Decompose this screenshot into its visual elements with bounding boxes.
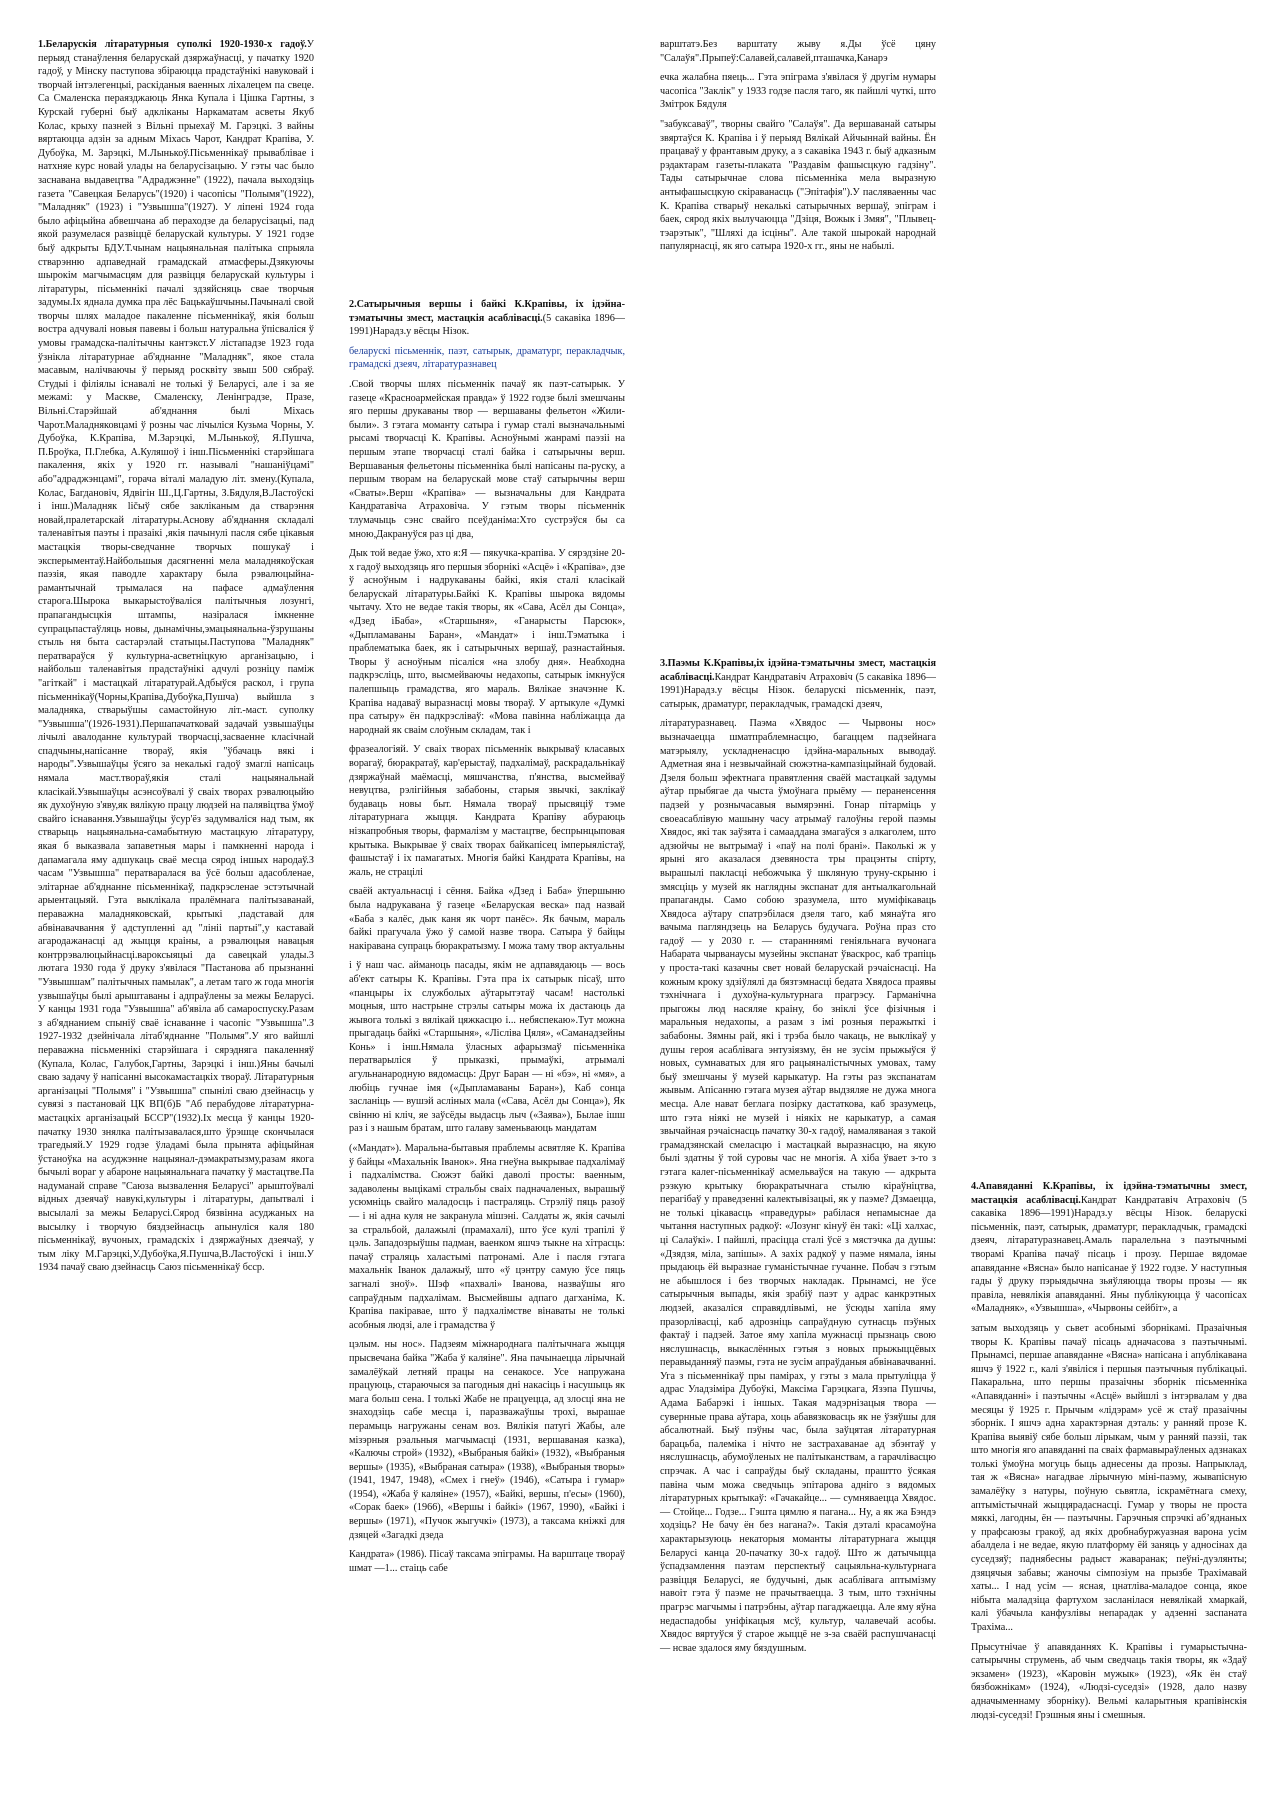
- section-2-heading: 2.Сатырычныя вершы і байкі К.Крапівы, іх ідэйна-тэматычны змест, мастацкія асаблівасці.: [349, 299, 625, 324]
- section-2-paragraph-6: («Мандат»). Маральна-бытавыя праблемы асвятляе К. Крапіва ў байцы «Махальнік Іванок». Яна гнеўна выкрывае падхалімаў і падхалімства. Сюжэт байкі даволі просты: ваенным, задаволены выцікамі стральбы сваіх падначаленых, вырашыў усюмніць свайго маладосць і пастраляць. Стрэліў пяць разоў — і ні адна куля не закранула мішэні. Салдаты ж, якія сачылі за стральбой, далажылі (прамахалі), што ўсе кулі трапілі ў цэль. Западозрыўшы падман, ваенком яшчэ тыкне на хітрасць: пачаў страляць халастымі патронамі. Але і пасля гэтага махальнік Іванок далажыў, што «ў цэнтру самую ўсе пяць загналі зноў». Шэф «пахвалі» Іванова, назваўшы яго сапраўдным падхалімам. Высмейвшы адпаго дагханіма, К. Крапіва пакіравае, што ў падхалімстве вінаваты не толькі асобныя людзі, але і грамадства ў: [349, 1143, 625, 1331]
- section-1-paragraph: [38, 38, 314, 1275]
- section-2-link-line[interactable]: беларускі пісьменнік, паэт, сатырык, драматург, перакладчык, грамадскі дзеяч, літаратуразнавец: [349, 345, 625, 371]
- section-3-heading-tail: Кандрат Кандратавіч Атраховіч (5 сакавіка 1896—1991)Нарадз.у вёсцы Нізок. беларускі пісьменнік, паэт, сатырык, драматург, перакладчык, грамадскі дзеяч,: [660, 671, 936, 710]
- column-4: [971, 1180, 1247, 1722]
- column-3-top: [660, 38, 936, 254]
- section-1-text: У перыяд станаўлення беларускай дзяржаўнасці, у пачатку 1920 гадоў, у Мінску паступова збіраюцца прадстаўнікі навуковай і творчай інтэлегенцыі, раскіданыя ваенных ліхалецем па свеце. Са Смаленска пераязджаюць Янка Купала і Цішка Гартны, з Курскай губерні быў адкліканы Наркаматам асветы Якуб Колас, крыху пазней з Вільні прыехаў М. Гарэцкі. З вайны вяртаюцца адзін за адным Міхась Чарот, Кандрат Крапіва, У. Дубоўка, М. Зарэцкі, М.Лынькоў.Пісьменнікаў прываблівае і натхняе курс новай улады на беларусізацыю. У гэты час было заснавана выдавецтва "Адраджэнне" (1922), пачала выходзіць газета "Савецкая Беларусь"(1920) і часопісы "Полымя"(1922), "Маладняк" (1923) і "Узвышша"(1927). У ліпені 1924 года было афіцыйна абвешчана аб пераходзе да беларусізацыі, пад якой разумелася развіццё беларускай культуры. У 1921 годзе быў адкрыты БДУ.Т.чынам нацыянальная палітыка спрыяла стварэнню адпаведнай грамадскай атмасферы.Дзякуючы шырокім магчымасцям для развіцця беларускай культуры і літаратуры, пісьменнікі пачалі здзяйсняць свае творчыя задумы.Іх яднала думка пра лёс Бацькаўшчыны.Пачыналі свой творчы шлях маладое пакаленне пісьменнікаў, якія больш востра адчувалі новыя павевы і больш натуральна ўпісваліся ў умовы грамадска-палітычны кантэкст.У лістападзе 1923 года ўзнікла літаратурнае аб'яднанне "Маладняк", якое стала масавым, налічваючы ў перыяд росквіту звыш 500 сябраў. Студыі і філіялы існавалі не толькі ў Беларусі, але і за яе межамі: у Маскве, Смаленску, Ленінградзе, Празе, Вільні.Старэйшай аб'яднання былі Міхась Чарот.Маладняковцамі ў розны час лічыліся Кузьма Чорны, У. Дубоўка, К.Крапіва, М.Зарэцкі, М.Лынькоў, Я.Пушча, П.Броўка, П.Глебка, А.Куляшоў і інш.Пісьменнікі старэйшага пакалення, якіх у 1920 гг. называлі "нашаніўцамі" або"адраджэнцамі", горача віталі маладую літ. змену.(Купала, Колас, Багдановіч, Ядвігін Ш.,Ц.Гартны, З.Бядуля,В.Ластоўскі і інш.)Маладняк ličыў сябе закліканым да стварэння новай,пралетарскай літаратуры.Аснову аб'яднання складалі таленавітыя паэты і празаікі ,якія пачынулі пасля сябе цікавыя мастацкія творы-сведчанне творчых пошукаў і эксперыментаў.Найбольшыя дасягненні мела маладнякоўская паэзія, якая паводле характару была рэвалюцыйна-рамантычнай трымалася на пафасе адмаўлення старога.Шырока выкарыстоўваліся палітычныя лозунгі, прапагандысцкія штампы, назіралася імкненне супрацьпастаўляць новы, дынамічны,эмацыянальна-ўзрушаны стыль ня быта састарэлай статыцы.Паступова "Маладняк" ператвараўся ў культурна-асветніцкую арганізацыю, і найбольш таленавітыя прадстаўнікі адчулі розніцу паміж "агіткай" і мастацкай літаратурай.Адбыўся раскол, і група пісьменнікаў(Чорны,Крапіва,Дубоўка,Пушча) выйшла з маладняка, стварыўшы самастойную літ.-маст. суполку "Узвышша"(1926-1931).Першапачатковай задачай узвышаўцы лічылі авалоданне культурай творчасці,засваенне класічнай спадчыны,напісанне твораў, якія "ўбачаць вякі і народы".Узвышаўцы ўсяго за некалькі гадоў змаглі напісаць нямала маст.твораў,якія сталі нацыянальнай класікай.Узвышаўцы асэнсоўвалі ў сваіх творах рэвалюцыйю як духоўную з'яву,як вялікую працу людзей на палявіцтва ўмоў свайго існавання.Узвышаўцы ўсур'ёз задумваліся над тым, як стварыць нацыянальна-самабытную мастацкую літаратуру, якая б выказвала запаветныя мары і памкненні народа і дапамагала яму адшукаць сваё месца сярод іншых народаў.З часам "Узвышша" ператваралася ва ўсё больш адасобленае, элітарнае аб'яднанне пісьменнікаў, падкрэсленае эстэтычнай арыентацыяй. Гэта выклікала пралёмнага палітызаванай, пераважна маладняковскай, крытыкі ,падставай для абвінавачвання ў адступленні ад "лініі партыі",у каставай агародажанасці ад жыцця краіны, а рэвалюцыя навацыя контррэвалюцыйнасці.вароксыяцыі да савецкай улады.3 лютага 1930 года ў друку з'явілася "Пастанова аб прызнанні "Узвышшам" палітычных памылак", а летам таго ж года многія узвышаўцы былі арыштаваны і адпраўлены за межы Беларусі. У канцы 1931 года "Узвышша" аб'явіла аб самароспуску.Разам з аб'яднанием спыніў сваё існаванне і часопіс "Узвышша".З 1927-1932 дзейнічала літаб'яднанне "Полымя".У яго вайшлі пераважна пісьменнікі старэйшага і сярэдняга пакаленняў (Купала, Колас, Галубок,Гартны, Зарэцкі і інш.)Яны бачылі сваю задачу ў напісанні высокамастацкіх твораў. Літаратурныя арганізацыі "Полымя" і "Узвышша" спынілі сваю дзейнасць у сувязі з пастановай ЦК ВП(б)Б "Аб перабудове літаратурна-мастацкіх арганізацый БССР"(1932).Іх месца ў канцы 1920-пачатку 1930 знялка палітызавалася,што ўрэшце скончылася трагедыяй.У 1929 годзе ўладамі была прынята афіцыйная ўстаноўка на асуджэнне нацыянал-дэмакратызму,разам якога бычылі вораг у абароне нацыянальнага пачатку ў мастацтве.Па надуманай справе "Саюза вызвалення Беларусі" арыштоўвалі відных дзеячаў навукі,культуры і літаратуры, дапытвалі і высылалі за межы Беларусі.Сярод бязвінна асуджаных на высылку і творчую бяздзейнасць апынуліся каля 180 пісьменнікаў, вучоных, грамадскіх і дзяржаўных дзеячаў, у тым ліку М.Гарэцкі,У.Дубоўка,Я.Пушча,В.Ластоўскі і інш.У 1934 пачаў сваю дзейнасць Саюз пісьменнікаў бсср.: [38, 39, 314, 1274]
- section-3-heading: 3.Паэмы К.Крапівы,іх ідэйна-тэматычны змест, мастацкія асаблівасці.: [660, 658, 936, 683]
- section-4-paragraph-1: затым выходзяць у сьвет асобнымі зборнікамі. Празаічныя творы К. Крапівы пачаў пісаць адначасова з паэтычнымі. Прынамсі, першае апавяданне «Вясна» напісана і апублікавана яшчэ ў 1922 г., калі з'явіліся і першыя паэтычныя публікацыі. Пакаральна, што першы празаічны зборнік пісьменніка «Апавяданні» і паэтычны «Асцё» выйшлі з інтэрвалам у два месяцы ў 1925 г. Прычым «лідэрам» усё ж стаў празаічны зборнік. І яшчэ адна характэрная дэталь: у ранняй прозе К. Крапіва выявіў сябе больш лірыкам, чым у ранняй паэзіі, так што многія яго апавяданні па сваіх фармавыраўленых адзнаках толькі ўмоўна могуць быць аднесены да прозы. Напрыклад, тая ж «Вясна» нагадвае лірычную міні-паэму, жывапісную замалёўку з натуры, поўную сьвятла, іскрамётнага смеху, аптымістычнай жыццярадаснасці. Гумар у творы не проста мяккі, лагодны, ён — паэтычны. Гарэчныя спрэчкі абʼяднаных у прафсаюзы гракоў, ад якіх дробнабуржуазная варона усім абалдела і не ведае, якую платформу ёй заняць у адносінах да суседзяў; паднябесны радыст жаваранак; пеўні-дуэлянты; дзяцячыя забавы; жаночы сімпозіум на прызбе Трахімавай хаты... І над усім — ясная, цнатліва-маладое сонца, якое нібыта маладзіца фартухом засланілася невялікай хмаркай, калі ўбачыла канфузлівы непарадак у адзенні заспаната Трахіма...: [971, 1322, 1247, 1633]
- section-2-heading-tail: (5 сакавіка 1896—1991)Нарадз.у вёсцы Нізок.: [349, 312, 625, 338]
- column-3-bottom: [660, 657, 936, 1655]
- section-4-paragraph-2: Прысутнічае ў апавяданнях К. Крапівы і гумарыстычна-сатырычны струмень, аб чым сведчаць такія творы, як «Здаў экзамен» (1923), «Каровін мужык» (1923), «Як ён стаў бязбожнікам» (1924), «Людзі-суседзі» (1928, дало назву адначыменнаму зборніку). Вельмі каларытныя крапівінскія людзі-суседзі! Грэшныя яны і смешныя.: [971, 1641, 1247, 1721]
- section-2-paragraph-7: цэлым. ны нос». Падзеям міжнароднага палітычнага жыцця прысвечана байка "Жаба ў каляіне". Яна пачынаецца лірычнай замалёўкай летняй працы на сенакосе. Усе напружана працуюць, стараючыся за пагодныя дні накасіць і насушыць як мага больш сена. І толькі Жабе не працуецца, ад злосці яна не знаходзіць сабе месца і, паразважаўшы трохі, вырашае перамыць нагружаны сенам воз. Вялікія патугі Жабы, але мізэрныя рэальныя магчымасці (1931, вершаваная казка), «Калючы строй» (1932), «Выбраныя байкі» (1932), «Выбраныя вершы» (1935), «Выбраная сатыра» (1938), «Выбраныя творы» (1941, 1947, 1948), «Смех і гнеў» (1946), «Сатыра і гумар» (1954), «Жаба ў каляіне» (1957), «Байкі, вершы, п'есы» (1960), «Сорак баек» (1966), «Вершы і байкі» (1967, 1990), «Байкі і вершы» (1971), «Пучок жыгучкі» (1973), а таксама кніжкі для дзяцей «Загадкі дзеда: [349, 1339, 625, 1541]
- section-4-heading-paragraph: [971, 1180, 1247, 1316]
- section-4-heading: 4.Апавяданні К.Крапівы, іх ідэйна-тэматычны змест, мастацкія асаблівасці.: [971, 1181, 1247, 1206]
- section-2-cont-paragraph-1: варштатэ.Без варштату жыву я.Ды ўсё цяну "Салаўя".Прыпеў:Салавей,салавей,пташачка,Канарэ: [660, 39, 936, 64]
- section-3-paragraph-1: літаратуразнавец. Паэма «Хвядос — Чырвоны нос» вызначаецца шматпраблемнасцю, багаццем падзейнага матэрыялу, ускладненасцю ідэйна-маральных выводаў. Адметная яна і незвычайнай сюжэтна-кампазіцыйнай будовай. Дзеля больш эфектнага правятлення сваёй мастацкай задумы аўтар прыбягае да чыста ўмоўнага прыёму — пераненсення падзей у рознычасавыя вымярэнні. Гонар пітарміць у своеасаблівую машыну часу атрымаў галоўны герой паэмы Хвядос, які так заўзята і самааддана змагаўся з алкаголем, што адзюйчы не вытрымаў і «паў на полі бранi». Паколькі ж у ярыні яго аказалася дзевяноста тры працэнты спірту, вырашылі пакласці небожчыка ў шкляную труну-скрыню і змясціць у музей як наглядны экспанат для антыалкагольнай прапаганды. Само собою зразумела, што муміфікаваць Хвядоса аўтару спатрэбілася дзеля таго, каб мянаўта яго вачыма пагляндзець на Беларусь будучага. Роўна праз сто гадоў — у 2030 г. — старанннямі генiяльнага вучонага Набарата чырванаусы музейны экспанат ўваскрос, каб трапіць у проста-такі казачны свет новай беларускай рэчаіснасці. На кожным кроку здзіўлялі да бязтэмнасці бедата Хвядоса праявы тэхнічнага і духоўна-культурнага прагрэсу. Гарманічна прыгожы люд насяляе краіну, бо зніклі ўсе фізічныя і маральныя недахопы, а разам з імі розныя перажыткі і забабоны. Зямны рай, які і трэба было чакаць, не выклікаў у душы героя асаблівага энтузіязму, ён не зусім прыжыўся ў новых, сумнаватых для яго рацыяналістычных умовах, таму быў змешчаны ў музей карыкатур. На гэты раз экспанатам жывым. Апісанню гэтага музея аўтар выдзяляе не дужа многа месца. Але нават беглага позірку дастаткова, каб зразумець, што гэта ніякі не музей і нiякiх не карыкатур, а самая звычайная рэчаіснасць пачатку 30-х гадоў, намаляваная з такой грамадзянскай смеласцю і мастацкай выразнасцю, на якую былі здатны ў той суровы час не многія. А хіба ўвает з-то з гэтага калег-пісьменнікаў асмельваўся на такую — адкрыта рэзкую крытыку бюракратычнага стылю кіраўніцтва, перагібаў у праведзенні калектывізацыі, як у паэме? Дзмаецца, не толькі цікавасць «праведуры» рабілася непамыснае да чытання наступных радкоў: «Лозунг кінуў ён такі: «Ці халхас, ці Салаўкі». І пайшлі, прасіцца сталі ўсё з мястэчка да душы: «Дзядзя, міла, запішы». А захіх радкоў у паэме нямала, іяны прыдаюць ёй выразнае гуманістычнае гучанне. Побач з гэтым не абышлося і без творчых накладак. Прынамсі, не ўсе сатырычныя выпады, якія зрабіў паэт у адрас канкрэтных людзей, аказаліся справядлівымі, не ўсюды хапіла яму празорлівасці, каб адрозніць сапраўдную сутнасць пэўных фактаў і падзей. Затое яму хапіла мужнасці прызнаць свою няслушнасць, выкаслённых гэтыя з новых прыжыццёвых перавыданняў паэмы, гэта не зусім апраўданыя абвінавачванні. Уга з пісьменнікаў пры памірах, у гэты з мала прытуліцца ў адрас Уладзіміра Дубоўкі, Максіма Гарэцкага, Язэпа Пушчы, Адама Бабарэкі і іншых. Такая мадэрнізацыя твора — сувернные права аўтара, хоць абавязковасць як не ўзяўшы для абсалютнай. Быў пэўны час, была заўцятая літаратурная барацьба, палеміка і нічто не застрахаванае ад збэнтаў у няслушнасць, абумоўленых не палітыканствам, а гарачлівасцю спрэчак. А час і сапраўды быў складаны, праштто ўсякая павіна чым можа сведчыць эпітарова адніго з вядомых літаратурных крытыкаў: «Гачакайце... — сумняваецца Хвядос. — Стойце... Годзе... Гэшта цямлю я пагана... Ну, а як жа Бэндэ ходзіць? Не бачу ён без нагана?». Такія дэталі красамоўна характарызуюць некаторыя моманты літаратурнага жыцця Беларусі канца 20-пачатку 30-х гадоў. Што ж датычыцца ўспадзамлення паэтам перспектыў сацыяльна-культурнага развіцця Беларусі, яе будучыні, дык асаблівага аптымізму навоіт гэта ў паэме не прачытваецца. З тым, што тэхнічны прагрэс магчымы і патрэбны, аўтар пагаджаецца. Але яму яўна недаспадобы уніфікацыя мсў, культур, чалавечай асобы. Хвядос вяртуўся ў старое жыццё не з-за сваёй распушчанасці — нсвае здалося яму бяздушным.: [660, 718, 936, 1654]
- section-2-heading-paragraph: [349, 298, 625, 339]
- section-3-heading-paragraph: [660, 657, 936, 711]
- section-2-paragraph-3: фразеалогіяй. У сваіх творах пісьменнік выкрываў класавых ворагаў, бюракратаў, кар'ерыстаў, падхалімаў, раскрадальнікаў дзяржаўнай маёмасці, мяшчанства, п'янства, высмейваў невуцтва, рэлігійныя забабоны, старыя звычкі, заклікаў будаваць новы быт. Нямала твораў прысвяціў тэме літаратурнага жыцця. Кандрата Крапіву абураюць нізкапробныя творы, фармалізм у мастацтве, беспрынцыповая крытыка. Выкрывае ў сваіх творах байкапісец імперыялістаў, фашыстаў і іх памагатых. Многія байкі Кандрата Крапівы, на жаль, не страцілі: [349, 744, 625, 878]
- section-1-heading: 1.Беларускія літаратурныя суполкі 1920-1930-х гадоў.: [38, 39, 307, 50]
- column-2: [349, 298, 625, 1575]
- section-2-paragraph-2: Дык той ведае ўжо, хто я:Я — пякучка-крапіва. У сярэдзіне 20-х гадоў выходзяць яго першыя зборнікі «Асцё» і «Крапіва», дзе ў асноўным і надрукаваны байкі, якія сталі класікай беларускай літаратуры.Байкі К. Крапівы шырока вядомы чытачу. Хто не ведае такія творы, як «Сава, Асёл ды Сонца», «Дзед іБаба», «Старшыня», «Ганарысты Парсюк», «Дыпламаваны Баран», «Мандат» і інш.Тэматыка і праблематыка баек, як і сатырычных вершаў, разнастайныя. Творы ў асноўным пісаліся «на злобу дня». Неабходна падкрэсліць, што, высмейваючы недахопы, сатырык імкнуўся палепшыць грамадства, яго мараль. Вялікае значэнне К. Крапіва надаваў выразнасці мовы твораў. У артыкуле «Думкі пра сатыру» ён падкрэсліваў: «Мова павінна набліжацца да народнай як сваім слоўным складам, так і: [349, 548, 625, 736]
- section-2-paragraph-5: і ў наш час. айманоць пасады, якім не адпавядаюць — вось аб'ект сатыры К. Крапівы. Гэта пра іх сатырык пісаў, што «панцыры іх служболых аўтарытэтаў часам! настолькі моцныя, што настрыне стрэлы сатыры можа іх дастаюць да жывога толькі з вялікай цяжкасцю і... небяспекаю».Тут можна прыгадаць байкі «Старшыня», «Лісліва Цяля», «Саманадзейны Конь» і інш.Нямала ўласных афарызмаў пісьменніка ператварыліся ў прыказкі, прымаўкі, атрымалі агульнанародную вядомасць: Друг Баран — ні «бэ», ні «мя», а любіць гучнае імя («Дыпламаваны Баран»), Каб сонца засланіць — вушэй асліных мала («Сава, Асёл ды Сонца»), Як свінню ні кліч, яе заўсёды выдасць лыч («Заява»), Былае ішш раз і з нашым братам, што галаву заменьваюць мандатам: [349, 960, 625, 1135]
- section-2-cont-paragraph-3: "забуксаваў", творны свайго "Салаўя". Да вершаванай сатыры звяртаўся К. Крапіва і ў перыяд Вялікай Айчыннай вайны. Ён працаваў у франтавым друку, а з сакавіка 1943 г. быў адказным рэдактарам газеты-плаката "Раздавім фашысцкую гадзіну". Тады сатырычнае слова пісьменніка мела выразную антыфашысцкую скіраванасць ("Эпітафія").У пасляваенны час К. Крапіва стварыў некалькі сатырычных вершаў, эпіграм і баек, сярод якіх вылучаюцца "Дзіця, Вожык і Змяя", "Плывец-тэарэтык", "Шляхі да ісціны". Але такой шырокай народнай папулярнасці, як яго сатыра 1920-х гг., яны не набылі.: [660, 118, 936, 253]
- section-2-paragraph-1: .Свой творчы шлях пісьменнік пачаў як паэт-сатырык. У газеце «Красноармейская правда» ў 1922 годзе былі змешчаны яго першы друкаваны твор — вершаваны фельетон «Жили-были». З гэтага моманту сатыра і гумар сталі вызначальнымі рысамі творчасці К. Крапівы. Асноўнымі жанрамі паэзіі на першым этапе творчасці сталі байка і сатырычны верш. Вершаваныя фельетоны пісьменніка былі напісаны па-руску, а першым творам на беларускай мове стаў сатырычны верш «Сваты».Верш «Крапіва» — вызначальны для Кандрата Кандратавіча Атраховіча. У гэтым творы пісьменнік тлумачыць сэнс свайго псеўданіма:Хто сустрэўся бы са мною,Дакрануўся раз ці два,: [349, 378, 625, 540]
- section-2-paragraph-4: сваёй актуальнасці і сёння. Байка «Дзед і Баба» ўпершыню была надрукавана ў газеце «Беларуская веска» пад назвай «Баба з калёс, дык каня як чорт панёс». Як бачым, мараль байкі прагучала ўжо ў самой назве твора. Сатыра ў байцы накіравана супраць бюракратызму. І можа таму твор актуальны: [349, 886, 625, 952]
- column-1: [38, 38, 314, 1275]
- section-4-heading-tail: Кандрат Кандратавіч Атраховіч (5 сакавіка 1896—1991)Нарадз.у вёсцы Нізок. беларускі пісьменнік, паэт, сатырык, драматург, перакладчык, грамадскі дзеяч, літаратуразнавец.Амаль паралельна з паэтычнымі творамі Крапіва пачаў пісаць і прозу. Першае вядомае апавяданне «Вясна» было напісанае ў 1922 годзе. У наступныя гады ў друку пэрыядычна зьяўляюцца творы прозы — як правіла, невялікія апавяданні. Яны публікуюцца ў часопісах «Маладняк», «Узвышша», «Чырвоны сейбіт», а: [971, 1194, 1247, 1315]
- section-2-paragraph-8: Кандрата» (1986). Пісаў таксама эпіграмы. На варштаце твораў шмат —1... стаіць сабе: [349, 1549, 625, 1574]
- section-2-cont-paragraph-2: ечка жалабна пяець... Гэта эпіграма з'явілася ў другім нумары часопіса "Заклік" у 1933 годзе пасля таго, як пайшлі чуткі, што Змітрок Бядуля: [660, 72, 936, 111]
